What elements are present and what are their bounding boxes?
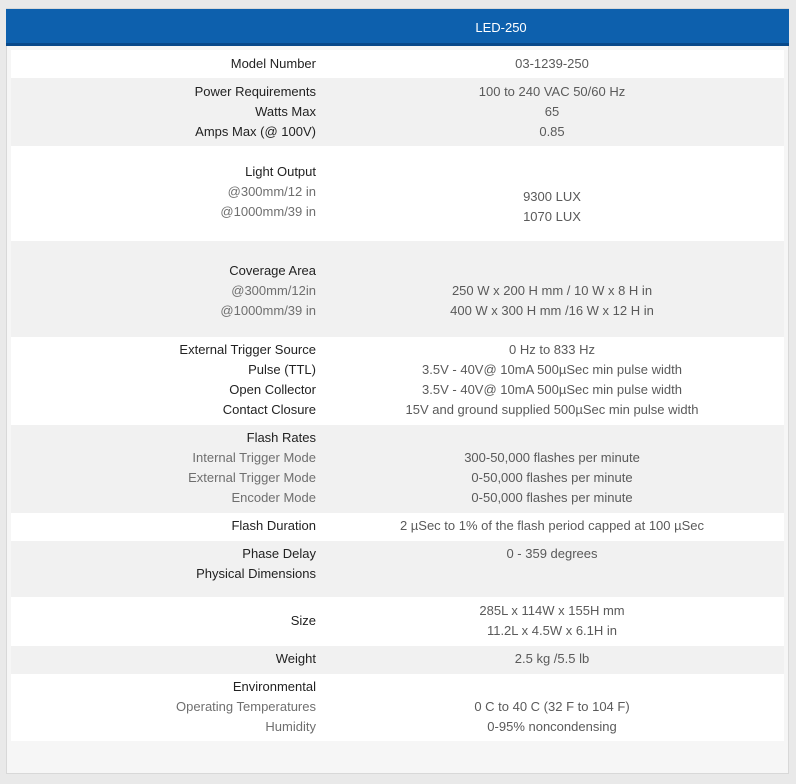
spec-value: 285L x 114W x 155H mm	[479, 603, 625, 618]
spec-value-cell	[316, 544, 788, 584]
spec-value: 0 C to 40 C (32 F to 104 F)	[474, 699, 630, 714]
spec-table	[11, 50, 784, 741]
spec-label-cell	[11, 162, 316, 222]
spec-label: Weight	[275, 651, 316, 666]
spec-value: 300-50,000 flashes per minute	[464, 450, 640, 465]
spec-value: 0-95% noncondensing	[487, 719, 617, 734]
spec-value-cell	[316, 677, 788, 737]
spec-sublabel: Internal Trigger Mode	[192, 450, 316, 465]
spec-value	[316, 677, 788, 697]
spec-value-cell	[316, 649, 788, 669]
spec-value: 0 - 359 degrees	[506, 546, 598, 561]
spec-sublabel: @300mm/12in	[231, 283, 316, 298]
spec-row	[11, 50, 784, 78]
spec-sublabel: Amps Max (@ 100V)	[195, 124, 316, 139]
spec-label: Power Requirements	[194, 84, 316, 99]
spec-value	[316, 564, 788, 584]
spec-label-cell	[11, 516, 316, 536]
spec-sublabel: Pulse (TTL)	[248, 362, 316, 377]
spec-value: 3.5V - 40V@ 10mA 500µSec min pulse width	[422, 382, 682, 397]
spec-value-cell	[316, 281, 788, 321]
spec-value: 0-50,000 flashes per minute	[471, 490, 633, 505]
spec-value: 2 µSec to 1% of the flash period capped at 100 µSec	[399, 518, 705, 533]
spec-value-cell	[316, 82, 788, 142]
spec-row	[11, 597, 784, 646]
spec-value: 0.85	[539, 124, 565, 139]
spec-label: External Trigger Source	[179, 342, 316, 357]
spec-sublabel: Watts Max	[255, 104, 316, 119]
spec-sublabel: Physical Dimensions	[196, 566, 316, 581]
spec-label-cell	[11, 261, 316, 321]
spec-row	[11, 513, 784, 541]
spec-value-cell	[316, 428, 788, 508]
spec-row	[11, 674, 784, 741]
spec-label-cell	[11, 611, 316, 631]
spec-value: 250 W x 200 H mm / 10 W x 8 H in	[451, 283, 653, 298]
spec-label: Environmental	[232, 679, 316, 694]
spec-sublabel: @1000mm/39 in	[220, 204, 316, 219]
spec-label-cell	[11, 428, 316, 508]
spec-label-cell	[11, 649, 316, 669]
spec-value-cell	[316, 516, 788, 536]
spec-sublabel: @300mm/12 in	[227, 184, 316, 199]
spec-value: 2.5 kg /5.5 lb	[514, 651, 590, 666]
spec-value: 11.2L x 4.5W x 6.1H in	[486, 623, 618, 638]
spec-row	[11, 241, 784, 337]
spec-value: 3.5V - 40V@ 10mA 500µSec min pulse width	[422, 362, 682, 377]
spec-label: Model Number	[230, 56, 316, 71]
spec-value: 1070 LUX	[523, 209, 581, 224]
spec-label: Flash Rates	[246, 430, 316, 445]
spec-value-cell	[316, 340, 788, 420]
spec-sublabel: Humidity	[265, 719, 316, 734]
spec-sublabel: @1000mm/39 in	[220, 303, 316, 318]
spec-label-cell	[11, 340, 316, 420]
spec-row	[11, 541, 784, 597]
spec-value: 9300 LUX	[523, 189, 581, 204]
spec-label: Phase Delay	[242, 546, 316, 561]
spec-value: 400 W x 300 H mm /16 W x 12 H in	[450, 303, 654, 318]
spec-sublabel: External Trigger Mode	[188, 470, 316, 485]
spec-sublabel: Open Collector	[229, 382, 316, 397]
spec-value-cell	[316, 187, 788, 227]
spec-label: Size	[290, 613, 316, 628]
spec-value: 15V and ground supplied 500µSec min pulse width	[405, 402, 699, 417]
spec-value: 0-50,000 flashes per minute	[471, 470, 633, 485]
spec-sublabel: Operating Temperatures	[176, 699, 316, 714]
spec-value-cell	[316, 601, 788, 641]
spec-row	[11, 646, 784, 674]
spec-row	[11, 337, 784, 425]
spec-label: Flash Duration	[231, 518, 316, 533]
spec-label: Coverage Area	[229, 263, 316, 278]
table-header	[6, 9, 789, 46]
spec-row	[11, 146, 784, 241]
spec-sublabel: Contact Closure	[222, 402, 316, 417]
spec-value	[316, 428, 788, 448]
model-column-title: LED-250	[475, 20, 527, 35]
spec-label-cell	[11, 677, 316, 737]
spec-value-cell	[316, 54, 788, 74]
spec-row	[11, 425, 784, 513]
spec-value: 65	[544, 104, 560, 119]
spec-sublabel: Encoder Mode	[231, 490, 316, 505]
spec-label-cell	[11, 54, 316, 74]
spec-label-cell	[11, 82, 316, 142]
spec-value: 03-1239-250	[515, 56, 589, 71]
spec-label-cell	[11, 544, 316, 584]
spec-value: 100 to 240 VAC 50/60 Hz	[478, 84, 626, 99]
spec-row	[11, 78, 784, 146]
spec-label: Light Output	[245, 164, 316, 179]
spec-value: 0 Hz to 833 Hz	[509, 342, 595, 357]
